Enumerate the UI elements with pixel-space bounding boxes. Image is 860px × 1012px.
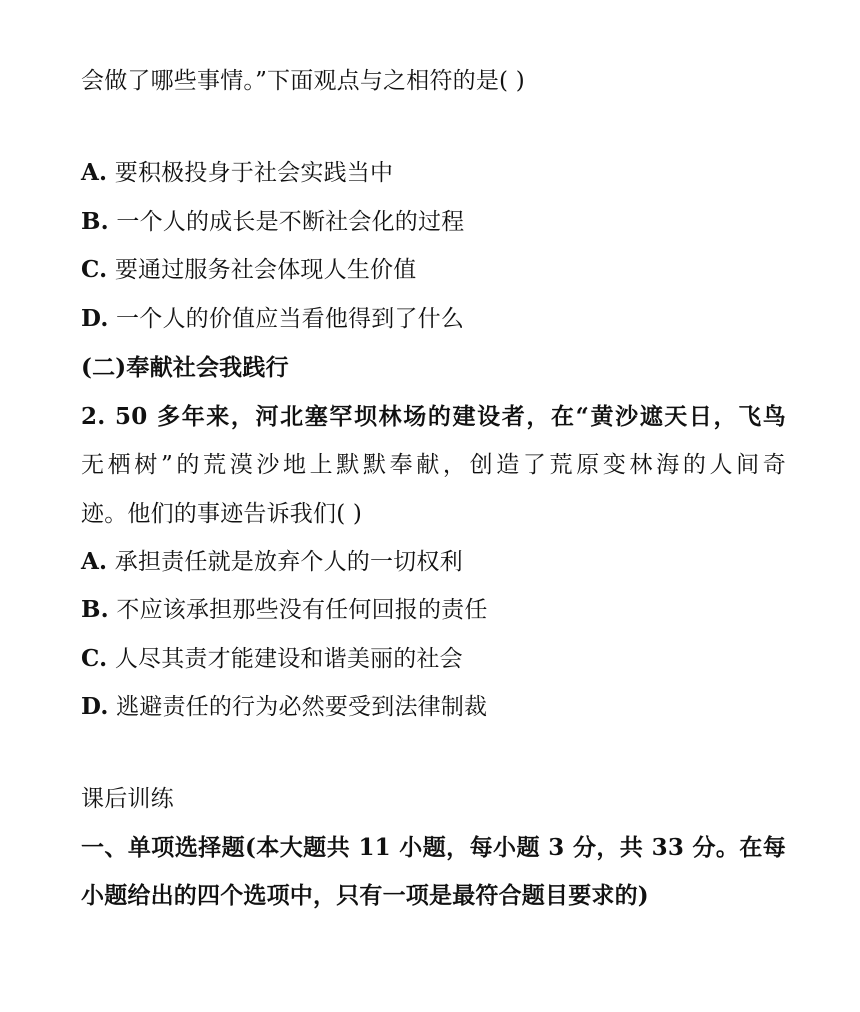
q1-stem-tail: 会做了哪些事情。”下面观点与之相符的是( )	[81, 68, 525, 94]
q1-option-b	[81, 207, 786, 237]
q2-option-d	[81, 692, 786, 722]
q2-stem-line-2: 无栖树”的荒漠沙地上默默奉献，创造了荒原变林海的人间奇	[81, 452, 786, 478]
after-class-title: 课后训练	[81, 786, 174, 812]
option-text: 人尽其责才能建设和谐美丽的社会	[107, 646, 463, 672]
option-letter: D.	[81, 305, 109, 332]
q1-option-c	[81, 255, 786, 285]
q2-option-c	[81, 644, 786, 674]
section-instruction-line-2: 小题给出的四个选项中，只有一项是最符合题目要求的)	[81, 882, 649, 909]
option-text: 一个人的成长是不断社会化的过程	[108, 209, 465, 235]
option-letter: A.	[81, 159, 108, 186]
section-instruction-line-1: 一、单项选择题(本大题共 11 小题，每小题 3 分，共 33 分。在每	[81, 834, 786, 861]
option-letter: C.	[81, 645, 108, 672]
option-text: 一个人的价值应当看他得到了什么	[108, 306, 465, 332]
option-letter: B.	[81, 596, 109, 623]
option-text: 逃避责任的行为必然要受到法律制裁	[108, 694, 488, 720]
option-letter: A.	[81, 548, 108, 575]
q2-stem-line-3: 迹。他们的事迹告诉我们( )	[81, 501, 363, 527]
option-letter: D.	[81, 693, 109, 720]
option-text: 要积极投身于社会实践当中	[107, 160, 394, 186]
q2-option-b	[81, 595, 786, 625]
option-text: 承担责任就是放弃个人的一切权利	[107, 549, 463, 575]
section-heading: (二)奉献社会我践行	[81, 354, 289, 381]
option-text: 要通过服务社会体现人生价值	[107, 257, 417, 283]
option-text: 不应该承担那些没有任何回报的责任	[108, 597, 488, 623]
q1-option-a	[81, 158, 786, 188]
q1-option-d	[81, 304, 786, 334]
option-letter: C.	[81, 256, 108, 283]
q2-option-a	[81, 547, 786, 577]
option-letter: B.	[81, 208, 109, 235]
q2-stem-line-1: 2. 50 多年来，河北塞罕坝林场的建设者，在“黄沙遮天日，飞鸟	[81, 403, 786, 430]
